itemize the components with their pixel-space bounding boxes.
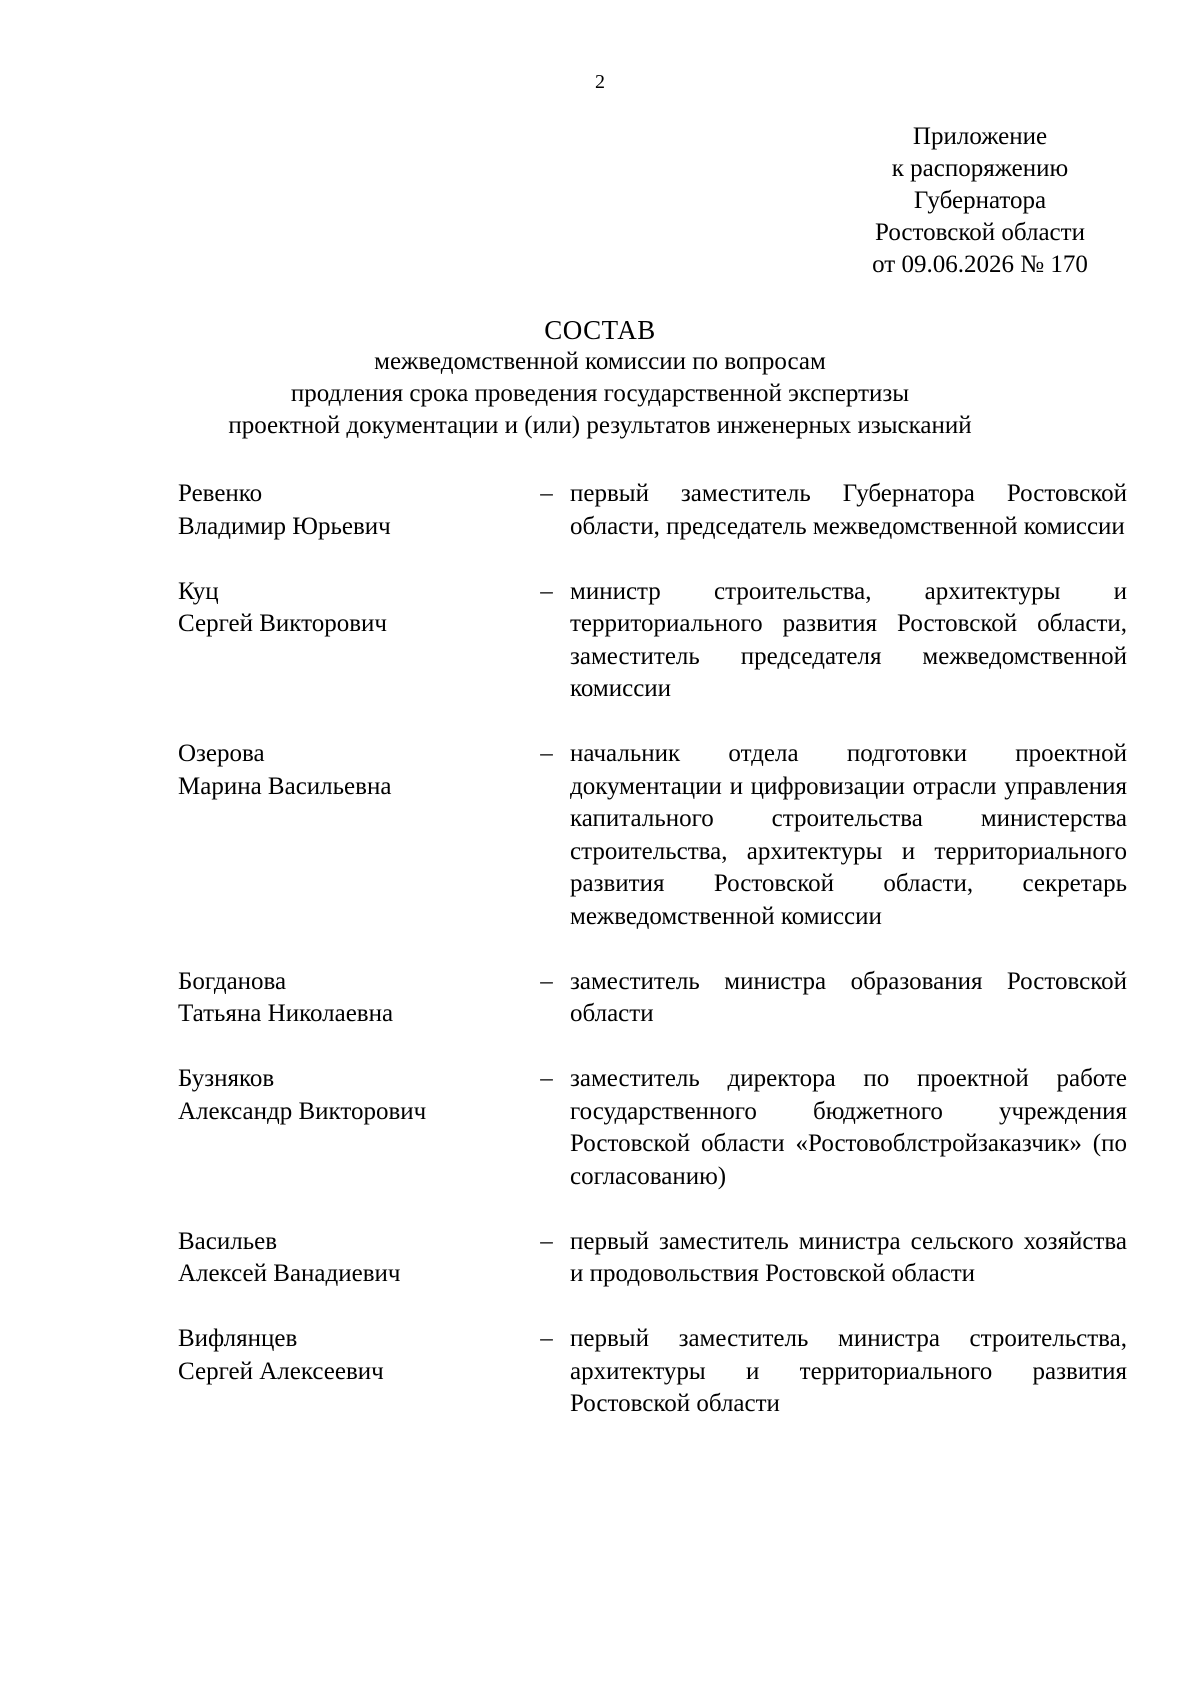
member-given-names: Татьяна Николаевна [178, 1000, 394, 1027]
member-given-names: Алексей Ванадиевич [178, 1260, 401, 1287]
member-position: министр строительства, архитектуры и территориального развития Ростовской области, заместитель председателя межведомственной комиссии [570, 577, 1127, 702]
title-line: продления срока проведения государственной экспертизы [290, 380, 910, 407]
title-line: проектной документации и (или) результатов инженерных изысканий [228, 412, 972, 439]
member-surname: Вифлянцев [178, 1325, 298, 1352]
member-position: первый заместитель министра строительства, архитектуры и территориального развития Ростовской области [570, 1325, 1127, 1417]
appendix-line: от 09.06.2026 № 170 [872, 251, 1088, 278]
member-surname: Бузняков [178, 1065, 275, 1092]
appendix-line: Губернатора [913, 187, 1047, 214]
member-name [178, 1226, 523, 1291]
member-dash: – [540, 1065, 553, 1092]
member-dash: – [540, 740, 553, 767]
title-main: СОСТАВ [544, 315, 656, 345]
member-name [178, 1063, 523, 1128]
members-list [178, 478, 1130, 1453]
appendix-line: Ростовской области [875, 219, 1085, 246]
member-row [178, 478, 1130, 543]
appendix-block [830, 121, 1130, 281]
member-position: первый заместитель Губернатора Ростовской области, председатель межведомственной комиссии [570, 480, 1127, 540]
title-line: межведомственной комиссии по вопросам [374, 348, 826, 375]
member-position: заместитель директора по проектной работе государственного бюджетного учреждения Ростовской области «Ростовоблстройзаказчик» (по согласованию) [570, 1065, 1127, 1190]
member-row [178, 1323, 1130, 1421]
member-row [178, 966, 1130, 1031]
member-surname: Озерова [178, 740, 265, 767]
member-given-names: Владимир Юрьевич [178, 512, 391, 540]
member-dash: – [540, 1227, 553, 1255]
member-given-names: Марина Васильевна [178, 772, 392, 800]
member-name [178, 966, 523, 1031]
member-dash: – [540, 480, 553, 507]
member-given-names: Сергей Викторович [178, 610, 387, 637]
appendix-line: к распоряжению [891, 155, 1069, 182]
member-name [178, 478, 523, 543]
member-row [178, 738, 1130, 933]
member-name [178, 1323, 523, 1388]
document-title [0, 314, 1200, 442]
member-name [178, 576, 523, 641]
appendix-line: Приложение [912, 123, 1048, 150]
page-number: 2 [595, 71, 605, 93]
member-dash: – [540, 577, 553, 605]
member-row [178, 1063, 1130, 1193]
member-surname: Богданова [178, 967, 287, 995]
member-given-names: Сергей Алексеевич [178, 1357, 384, 1385]
member-position: начальник отдела подготовки проектной документации и цифровизации отрасли управления капитального строительства министерства строительства, архитектуры и территориального развития Ростовской области, секретарь межведомственной комиссии [570, 740, 1127, 930]
member-surname: Куц [178, 577, 219, 605]
member-row [178, 576, 1130, 706]
member-surname: Ревенко [178, 480, 263, 507]
member-position: первый заместитель министра сельского хозяйства и продовольствия Ростовской области [570, 1227, 1127, 1287]
member-name [178, 738, 523, 803]
member-position: заместитель министра образования Ростовской области [570, 967, 1127, 1027]
member-dash: – [540, 967, 553, 995]
member-surname: Васильев [178, 1227, 278, 1255]
member-dash: – [540, 1325, 553, 1352]
member-row [178, 1226, 1130, 1291]
member-given-names: Александр Викторович [178, 1097, 427, 1125]
